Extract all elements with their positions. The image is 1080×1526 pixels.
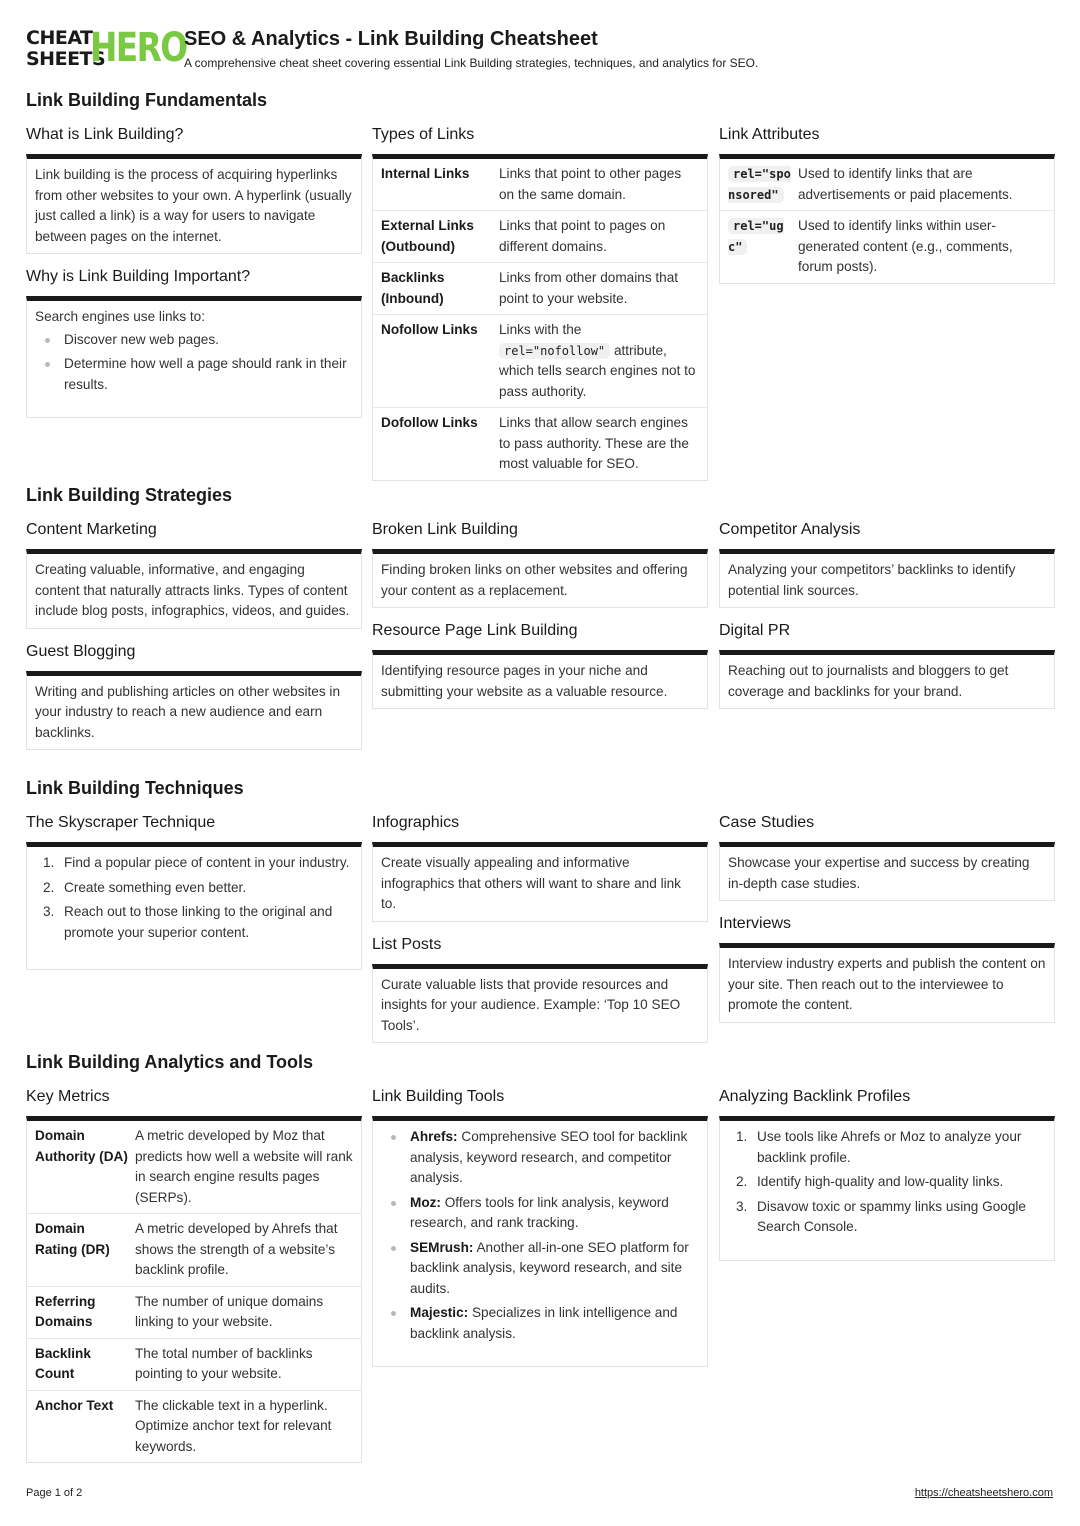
row-key: Backlink Count bbox=[35, 1345, 91, 1381]
table-row bbox=[27, 1121, 361, 1214]
column-analytics-3 bbox=[719, 1086, 1055, 1261]
card-key-metrics bbox=[26, 1116, 362, 1463]
card-infographics bbox=[372, 842, 708, 922]
tool-desc: Comprehensive SEO tool for backlink analysis, keyword research, and competitor analysis. bbox=[410, 1129, 688, 1185]
row-value: Used to identify links that are advertisements or paid placements. bbox=[798, 166, 1013, 202]
cheatsheets-hero-logo[interactable] bbox=[26, 25, 187, 71]
list-item bbox=[35, 853, 353, 874]
list-number: 1. bbox=[43, 855, 55, 870]
row-value: The number of unique domains linking to your website. bbox=[135, 1293, 324, 1329]
card-analyzing-backlink-profiles bbox=[719, 1116, 1055, 1261]
list-item: Discover new web pages. bbox=[35, 330, 353, 351]
list-text: Use tools like Ahrefs or Moz to analyze your backlink profile. bbox=[757, 1129, 1022, 1165]
list-item bbox=[381, 1238, 699, 1300]
row-value: Links that point to other pages on the same domain. bbox=[499, 166, 682, 202]
card-text: Showcase your expertise and success by creating in-depth case studies. bbox=[728, 855, 1030, 891]
table-row bbox=[720, 159, 1054, 211]
list-item bbox=[728, 1127, 1046, 1168]
logo-text-cheat: CHEAT bbox=[26, 27, 93, 49]
section-title-analytics: Link Building Analytics and Tools bbox=[26, 1052, 314, 1072]
row-key: Dofollow Links bbox=[381, 415, 478, 430]
list-text: Find a popular piece of content in your industry. bbox=[64, 855, 350, 870]
column-analytics-1 bbox=[26, 1086, 362, 1463]
page-number: Page 1 of 2 bbox=[26, 1487, 83, 1499]
column-techniques-1 bbox=[26, 812, 362, 970]
list-item bbox=[381, 1193, 699, 1234]
row-key: Backlinks (Inbound) bbox=[381, 270, 445, 306]
row-value: Links that point to pages on different domains. bbox=[499, 218, 666, 254]
card-title-content-marketing: Content Marketing bbox=[26, 521, 157, 538]
card-text: Interview industry experts and publish the content on your site. Then reach out to the interviewee to promote the content. bbox=[728, 956, 1046, 1012]
card-why-important bbox=[26, 296, 362, 418]
column-analytics-2 bbox=[372, 1086, 708, 1367]
column-fundamentals-2 bbox=[372, 124, 708, 481]
card-title-competitor-analysis: Competitor Analysis bbox=[719, 521, 861, 538]
card-broken-link-building bbox=[372, 549, 708, 608]
card-title-broken-link-building: Broken Link Building bbox=[372, 521, 518, 538]
card-text: Curate valuable lists that provide resources and insights for your audience. Example: ‘Top 10 SEO Tools’. bbox=[381, 976, 681, 1033]
tool-name: Moz: bbox=[410, 1194, 441, 1210]
table-row bbox=[373, 315, 707, 408]
list-number: 3. bbox=[736, 1198, 748, 1214]
row-key: Internal Links bbox=[381, 166, 470, 181]
card-title-case-studies: Case Studies bbox=[719, 814, 815, 831]
card-title-digital-pr: Digital PR bbox=[719, 622, 791, 639]
numbered-list bbox=[728, 1127, 1046, 1238]
column-strategies-1 bbox=[26, 519, 362, 750]
table-row bbox=[27, 1287, 361, 1339]
row-value: A metric developed by Moz that predicts how well a website will rank in search engine results pages (SERPs). bbox=[135, 1128, 353, 1205]
row-value: The total number of backlinks pointing to your website. bbox=[135, 1345, 313, 1381]
card-title-key-metrics: Key Metrics bbox=[26, 1088, 110, 1105]
card-text: Creating valuable, informative, and engaging content that naturally attracts links. Types of content include blog posts, infographics, videos, and guides. bbox=[35, 562, 350, 618]
card-title-interviews: Interviews bbox=[719, 915, 792, 932]
table-row bbox=[373, 159, 707, 211]
table-row bbox=[373, 408, 707, 480]
section-title-strategies: Link Building Strategies bbox=[26, 485, 233, 505]
column-strategies-3 bbox=[719, 519, 1055, 709]
card-text: Identifying resource pages in your niche and submitting your website as a valuable resource. bbox=[381, 663, 668, 699]
numbered-list bbox=[35, 853, 353, 943]
card-case-studies bbox=[719, 842, 1055, 901]
bullet-list bbox=[381, 1127, 699, 1344]
tool-name: Ahrefs: bbox=[410, 1129, 458, 1144]
list-number: 1. bbox=[736, 1129, 748, 1144]
row-key: External Links (Outbound) bbox=[381, 218, 474, 254]
sponsored-code: rel="sponsored" bbox=[728, 167, 791, 202]
page-header bbox=[26, 25, 1056, 72]
card-text: Create visually appealing and informative infographics that others will want to share and link to. bbox=[381, 855, 681, 911]
row-key bbox=[728, 164, 798, 205]
row-value bbox=[499, 320, 699, 402]
row-key bbox=[728, 216, 798, 278]
row-key: Nofollow Links bbox=[381, 322, 478, 337]
list-item: Determine how well a page should rank in their results. bbox=[35, 354, 353, 395]
logo-text-sheets: SHEETS bbox=[26, 48, 106, 70]
table-row bbox=[373, 263, 707, 315]
card-content-marketing bbox=[26, 549, 362, 629]
card-guest-blogging bbox=[26, 671, 362, 751]
column-techniques-2 bbox=[372, 812, 708, 1043]
card-content bbox=[720, 1121, 1054, 1260]
card-content bbox=[373, 1121, 707, 1366]
list-item bbox=[728, 1172, 1046, 1193]
table-row bbox=[27, 1339, 361, 1391]
card-competitor-analysis bbox=[719, 549, 1055, 608]
list-item bbox=[35, 878, 353, 899]
row-key: Domain Rating (DR) bbox=[35, 1221, 110, 1257]
list-item bbox=[381, 1127, 699, 1189]
row-key: Anchor Text bbox=[35, 1397, 114, 1413]
list-item bbox=[381, 1303, 699, 1344]
list-item bbox=[728, 1197, 1046, 1238]
column-techniques-3 bbox=[719, 812, 1055, 1023]
card-title-resource-page: Resource Page Link Building bbox=[372, 622, 578, 639]
card-title-link-attributes: Link Attributes bbox=[719, 126, 820, 143]
row-key: Domain Authority (DA) bbox=[35, 1128, 128, 1164]
card-title-list-posts: List Posts bbox=[372, 935, 442, 953]
list-text: Identify high-quality and low-quality links. bbox=[757, 1174, 1004, 1189]
card-text: Reaching out to journalists and bloggers to get coverage and backlinks for your brand. bbox=[728, 663, 1009, 699]
row-value: Links that allow search engines to pass authority. These are the most valuable for SEO. bbox=[499, 415, 689, 471]
card-title-infographics: Infographics bbox=[372, 814, 460, 831]
row-value: The clickable text in a hyperlink. Optimize anchor text for relevant keywords. bbox=[135, 1397, 332, 1454]
card-text: Writing and publishing articles on other websites in your industry to reach a new audience and earn backlinks. bbox=[35, 683, 341, 740]
section-title-techniques: Link Building Techniques bbox=[26, 778, 244, 798]
row-value: A metric developed by Ahrefs that shows the strength of a website’s backlink profile. bbox=[135, 1221, 338, 1277]
bullet-list bbox=[35, 328, 353, 396]
card-resource-page bbox=[372, 650, 708, 709]
card-title-why-important: Why is Link Building Important? bbox=[26, 268, 251, 285]
list-text: Disavow toxic or spammy links using Google Search Console. bbox=[757, 1198, 1026, 1234]
nofollow-code: rel="nofollow" bbox=[499, 343, 610, 359]
card-interviews bbox=[719, 943, 1055, 1023]
card-text: Analyzing your competitors’ backlinks to identify potential link sources. bbox=[728, 562, 1016, 598]
card-content bbox=[27, 847, 361, 969]
card-title-guest-blogging: Guest Blogging bbox=[26, 642, 136, 660]
ugc-code: rel="ugc" bbox=[728, 219, 784, 254]
card-digital-pr bbox=[719, 650, 1055, 709]
table-row bbox=[720, 211, 1054, 283]
list-number: 2. bbox=[736, 1174, 748, 1189]
page-title: SEO & Analytics - Link Building Cheatsheet bbox=[184, 28, 598, 50]
list-text: Create something even better. bbox=[64, 879, 247, 895]
card-title-link-building-tools: Link Building Tools bbox=[372, 1088, 505, 1105]
list-number: 3. bbox=[43, 904, 55, 919]
column-fundamentals-1 bbox=[26, 124, 362, 418]
row-value-post: attribute, which tells search engines not to pass authority. bbox=[499, 342, 696, 399]
card-types-of-links bbox=[372, 154, 708, 481]
tool-desc: Specializes in link intelligence and backlink analysis. bbox=[410, 1305, 678, 1341]
card-link-attributes bbox=[719, 154, 1055, 284]
card-text: Finding broken links on other websites and offering your content as a replacement. bbox=[381, 562, 688, 598]
tool-name: Majestic: bbox=[410, 1305, 469, 1320]
column-fundamentals-3 bbox=[719, 124, 1055, 284]
row-value: Links from other domains that point to your website. bbox=[499, 270, 679, 306]
column-strategies-2 bbox=[372, 519, 708, 709]
tool-desc: Offers tools for link analysis, keyword research, and rank tracking. bbox=[410, 1194, 669, 1230]
row-key: Referring Domains bbox=[35, 1293, 96, 1329]
section-title-fundamentals: Link Building Fundamentals bbox=[26, 90, 268, 110]
list-number: 2. bbox=[43, 879, 55, 895]
card-content bbox=[27, 301, 361, 417]
tool-name: SEMrush: bbox=[410, 1239, 474, 1255]
card-list-posts bbox=[372, 964, 708, 1044]
tool-desc: Another all-in-one SEO platform for backlink analysis, keyword research, and site audits. bbox=[410, 1239, 689, 1296]
logo-text-hero: HERO bbox=[90, 25, 187, 71]
list-text: Reach out to those linking to the original and promote your superior content. bbox=[64, 904, 333, 940]
card-title-types-of-links: Types of Links bbox=[372, 126, 475, 143]
table-row bbox=[27, 1391, 361, 1463]
card-title-analyzing-backlink-profiles: Analyzing Backlink Profiles bbox=[719, 1088, 911, 1105]
row-value: Used to identify links within user-generated content (e.g., comments, forum posts). bbox=[798, 218, 1013, 274]
row-value-pre: Links with the bbox=[499, 322, 582, 337]
card-link-building-tools bbox=[372, 1116, 708, 1367]
card-text: Link building is the process of acquiring hyperlinks from other websites to your own. A hyperlink (usually just called a link) is a way for users to navigate between pages on the internet. bbox=[35, 167, 352, 244]
card-title-skyscraper: The Skyscraper Technique bbox=[26, 814, 216, 831]
table-row bbox=[373, 211, 707, 263]
card-what-is-link-building bbox=[26, 154, 362, 254]
card-skyscraper bbox=[26, 842, 362, 970]
list-item bbox=[35, 902, 353, 943]
card-title-what-is-link-building: What is Link Building? bbox=[26, 126, 184, 143]
site-link[interactable]: https://cheatsheetshero.com bbox=[914, 1487, 1053, 1499]
card-intro: Search engines use links to: bbox=[35, 309, 206, 324]
table-row bbox=[27, 1214, 361, 1287]
page-subtitle: A comprehensive cheat sheet covering essential Link Building strategies, techniques, and analytics for SEO. bbox=[184, 56, 759, 70]
